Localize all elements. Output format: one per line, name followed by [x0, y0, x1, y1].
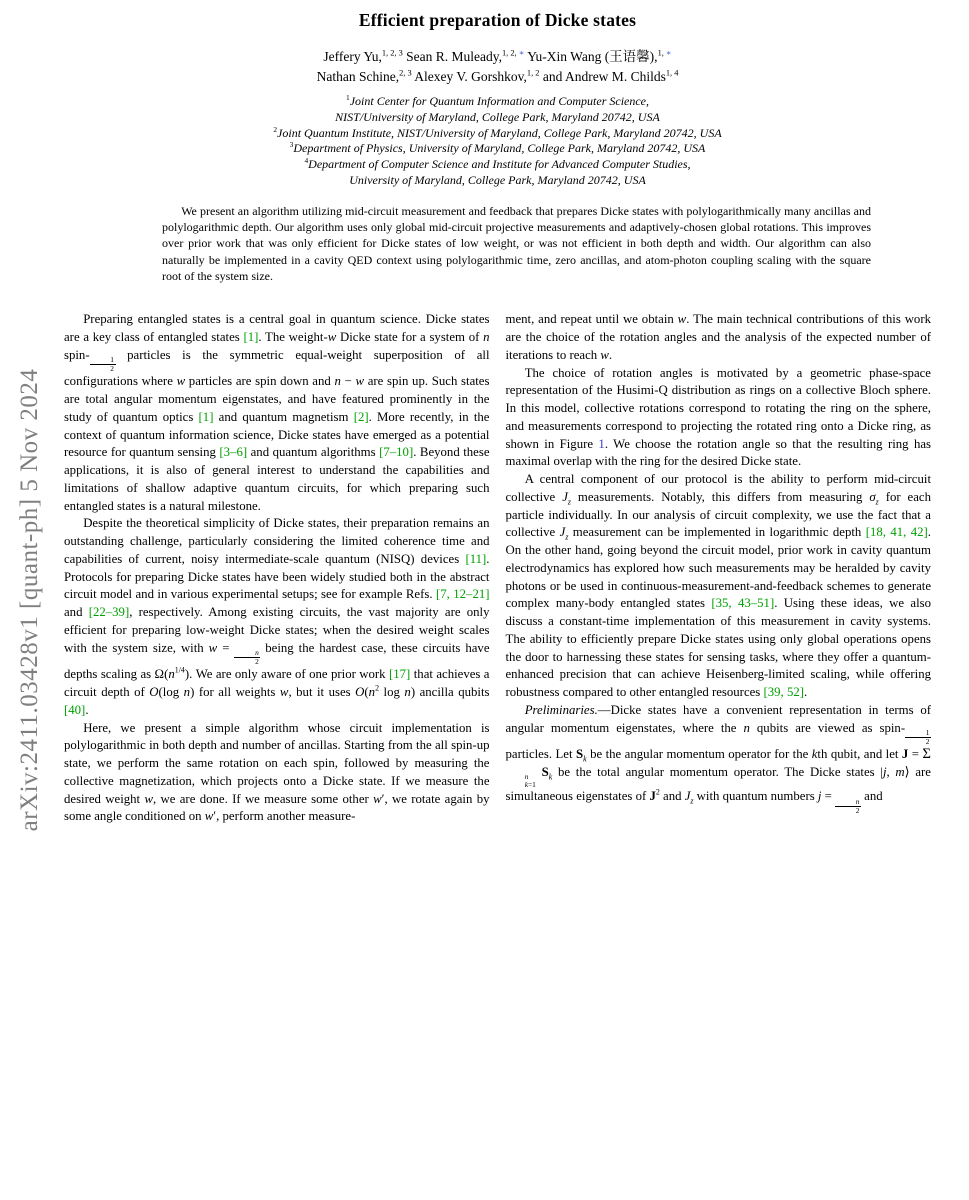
affiliation-line: $^4$Department of Computer Science and Institute for Advanced Computer Studies,: [304, 156, 691, 172]
body-paragraph: Preliminaries.—Dicke states have a convenient representation in terms of angular momentum eigenstates, where the n qubits are viewed as spin- $\frac{1}{2}$ particles. Let $S_k$ be the angular momentum operator for the kth qubit, and let J = Σ n k=1 $S_k$ be the total angular momentum operator. The Dicke states |j, m⟩ are simultaneous eigenstates of $J^2$ and $J_z$ with quantum numbers j = $\frac{n}{2}$ and: [505, 702, 931, 815]
paper-title: Efficient preparation of Dicke states: [358, 10, 637, 30]
abstract: We present an algorithm utilizing mid-circuit measurement and feedback that prepares Dicke states with polylogarithmically many ancillas and polylogarithmic depth. Our algorithm uses only global mid-circuit projective measurements and adaptively-chosen global rotations. This improves over prior work that was only efficient for Dicke states of low weight, or was not efficient in both depth and width. Our algorithm can also naturally be implemented in a cavity QED context using polylogarithmic time, zero ancillas, and atom-photon coupling scaling with the square root of the system size.: [162, 203, 871, 283]
affiliation-line: NIST/University of Maryland, College Park, Maryland 20742, USA: [335, 109, 660, 124]
two-column-body: [64, 311, 931, 1129]
body-paragraph: ment, and repeat until we obtain w. The main technical contributions of this work are the choice of the rotation angles and the analysis of the expected number of iterations to reach w.: [505, 312, 931, 362]
citation-link[interactable]: [11]: [465, 551, 487, 566]
affiliation-line: $^2$Joint Quantum Institute, NIST/University of Maryland, College Park, Maryland 20742, USA: [273, 124, 722, 140]
author-line-1: Jeffery Yu,$^{1, 2, 3}$ Sean R. Muleady,$^{1, 2, ∗}$ Yu-Xin Wang (王语馨),$^{1, ∗}$: [323, 48, 672, 64]
affiliation-line: $^1$Joint Center for Quantum Information and Computer Science,: [345, 93, 649, 108]
citation-link[interactable]: [35, 43–51]: [711, 596, 775, 611]
author-block: [64, 47, 931, 87]
right-column: [506, 311, 932, 1129]
figure-link[interactable]: 1: [598, 436, 605, 451]
body-paragraph: The choice of rotation angles is motivated by a geometric phase-space representation of the Husimi-Q distribution as rings on a collective Bloch sphere. In this model, collective rotations correspond to rotating the ring on the sphere, and measurements correspond to projecting the rotated ring onto a Dicke ring, as shown in Figure 1. We choose the rotation angle so that the resulting ring has maximal overlap with the ring for the desired Dicke state.: [505, 365, 931, 469]
citation-link[interactable]: [3–6]: [219, 445, 248, 460]
body-paragraph: Here, we present a simple algorithm whose circuit implementation is polylogarithmic in both depth and number of ancillas. Starting from the all spin-up state, we perform the same rotation on each spin, followed by measuring the collective magnetization, which projects onto a Dicke state. If we measure the desired weight w, we are done. If we measure some other w′, we rotate again by some angle conditioned on w′, perform another measure-: [64, 720, 490, 824]
affiliation-block: [64, 94, 931, 189]
citation-link[interactable]: [39, 52]: [763, 685, 805, 700]
citation-link[interactable]: [18, 41, 42]: [865, 525, 928, 540]
citation-link[interactable]: [7–10]: [379, 445, 414, 460]
author-line-2: Nathan Schine,$^{2, 3}$ Alexey V. Gorshkov,$^{1, 2}$ and Andrew M. Childs$^{1, 4}$: [316, 68, 679, 84]
citation-link[interactable]: [1]: [243, 330, 259, 345]
author-note-link[interactable]: ∗: [518, 48, 525, 58]
citation-link[interactable]: [22–39]: [88, 605, 130, 620]
left-column: [64, 311, 490, 1129]
author-note-link[interactable]: ∗: [665, 48, 672, 58]
citation-link[interactable]: [1]: [198, 409, 214, 424]
body-paragraph: Preparing entangled states is a central goal in quantum science. Dicke states are a key class of entangled states [1]. The weight-w Dicke state for a system of n spin- $\frac{1}{2}$ particles is the symmetric equal-weight superposition of all configurations where w particles are spin down and n − w are spin up. Such states are total angular momentum eigenstates, and have featured prominently in the study of quantum optics [1] and quantum magnetism [2]. More recently, in the context of quantum information science, Dicke states have emerged as a potential resource for quantum sensing [3–6] and quantum algorithms [7–10]. Beyond these applications, it is also of general interest to understand the capabilities and limitations of shallow adaptive quantum circuits, for which preparing such entangled states is a natural milestone.: [64, 312, 490, 513]
citation-link[interactable]: [2]: [353, 409, 369, 424]
body-paragraph: Despite the theoretical simplicity of Dicke states, their preparation remains an outstanding challenge, particularly considering the limited coherence time and capabilities of current, noisy intermediate-scale quantum (NISQ) devices [11]. Protocols for preparing Dicke states have been widely studied both in the abstract circuit model and in various experimental setups; see for example Refs. [7, 12–21] and [22–39], respectively. Among existing circuits, the vast majority are only efficient for preparing low-weight Dicke states; when the desired weight scales with the system size, with w = $\frac{n}{2}$ being the hardest case, these circuits have depths scaling as $\Omega(n^{1/4})$. We are only aware of one prior work [17] that achieves a circuit depth of O(log n) for all weights w, but it uses $O(n^2$ log n) ancilla qubits [40].: [64, 516, 490, 717]
citation-link[interactable]: [7, 12–21]: [435, 587, 490, 602]
arxiv-watermark: arXiv:2411.03428v1 [quant-ph] 5 Nov 2024: [16, 368, 43, 832]
affiliation-line: $^3$Department of Physics, University of Maryland, College Park, Maryland 20742, USA: [289, 140, 706, 156]
citation-link[interactable]: [17]: [389, 667, 411, 682]
body-paragraph: A central component of our protocol is the ability to perform mid-circuit collective $J_z$ measurements. Notably, this differs from measuring $\sigma_z$ for each particle individually. In our analysis of circuit complexity, we use the fact that a collective $J_z$ measurement can be implemented in logarithmic depth [18, 41, 42]. On the other hand, going beyond the circuit model, prior work in cavity quantum electrodynamics has explored how such measurements may be heralded by cavity photons or be used in continuous-measurement-and-feedback schemes to generate complex many-body entangled states [35, 43–51]. Using these ideas, we also discuss a constant-time implementation of this measurement in cavity systems. The ability to efficiently prepare Dicke states using only global operations opens the door to harnessing these states for sensing tasks, where they offer a quantum-enhanced precision that can achieve Heisenberg-limited scaling, while offering robustness compared to other entangled resources [39, 52].: [505, 472, 931, 700]
affiliation-line: University of Maryland, College Park, Maryland 20742, USA: [349, 172, 646, 187]
citation-link[interactable]: [40]: [64, 702, 86, 717]
